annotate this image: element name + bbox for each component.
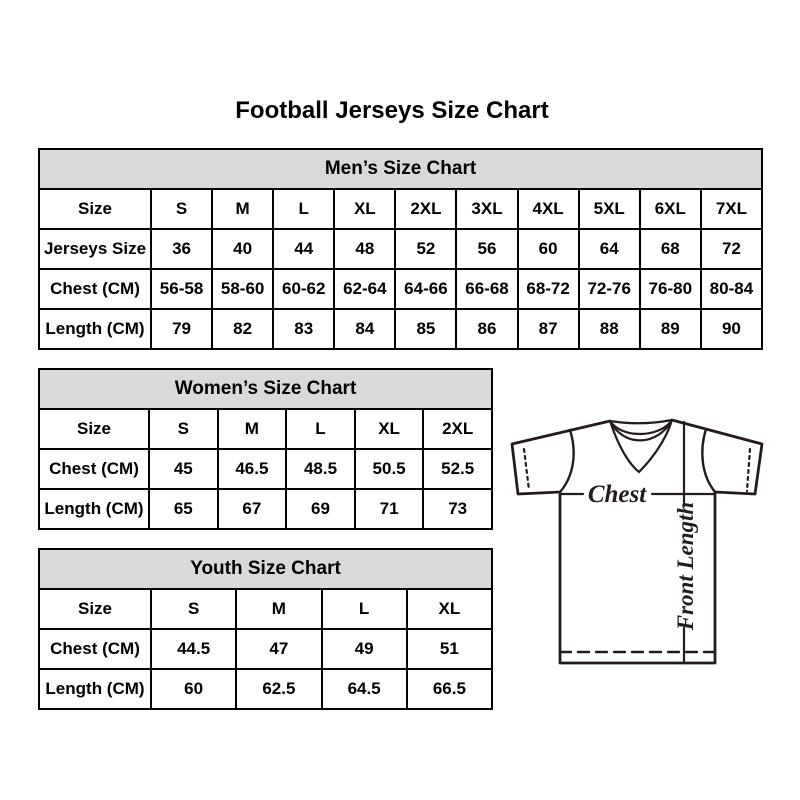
table-cell: XL: [355, 409, 424, 449]
table-cell: 64.5: [322, 669, 407, 709]
table-cell: 64-66: [395, 269, 456, 309]
table-cell: 85: [395, 309, 456, 349]
table-cell: S: [149, 409, 218, 449]
table-cell: 82: [212, 309, 273, 349]
table-cell: 44: [273, 229, 334, 269]
table-cell: 87: [518, 309, 579, 349]
table-header-row: [39, 149, 762, 189]
right-armhole-seam: [702, 429, 715, 492]
table-cell: 62-64: [334, 269, 395, 309]
table-cell: 48.5: [286, 449, 355, 489]
table-row: [39, 189, 762, 229]
table-cell: 50.5: [355, 449, 424, 489]
table-cell: XL: [407, 589, 492, 629]
right-cuff-dotted-line: [747, 449, 750, 491]
table-cell: 72: [701, 229, 762, 269]
table-header-row: [39, 369, 492, 409]
table-cell: 73: [423, 489, 492, 529]
table-cell: 68: [640, 229, 701, 269]
table-cell: 66.5: [407, 669, 492, 709]
jersey-measurement-diagram: [500, 402, 780, 678]
table-cell: S: [151, 189, 212, 229]
table-cell: 2XL: [423, 409, 492, 449]
table-cell: 79: [151, 309, 212, 349]
table-cell: 89: [640, 309, 701, 349]
table-cell: 58-60: [212, 269, 273, 309]
womens-table-header: Women’s Size Chart: [39, 369, 492, 409]
table-cell: 7XL: [701, 189, 762, 229]
table-cell: M: [212, 189, 273, 229]
table-cell: 3XL: [456, 189, 517, 229]
table-cell: 36: [151, 229, 212, 269]
table-cell: 49: [322, 629, 407, 669]
table-cell: 52.5: [423, 449, 492, 489]
table-row: [39, 489, 492, 529]
table-row: [39, 229, 762, 269]
table-row: [39, 269, 762, 309]
table-cell: 47: [236, 629, 321, 669]
page-title: Football Jerseys Size Chart: [235, 97, 549, 124]
table-cell: 80-84: [701, 269, 762, 309]
table-cell: 66-68: [456, 269, 517, 309]
jersey-outline: [512, 420, 762, 663]
table-cell: S: [151, 589, 236, 629]
mens-table-header: Men’s Size Chart: [39, 149, 762, 189]
chest-label: Chest: [587, 481, 647, 508]
row-label: Length (CM): [39, 669, 151, 709]
table-cell: L: [273, 189, 334, 229]
front-length-label: Front Length: [673, 501, 698, 631]
table-cell: 60: [151, 669, 236, 709]
table-cell: 4XL: [518, 189, 579, 229]
table-cell: 60-62: [273, 269, 334, 309]
left-cuff-dotted-line: [524, 449, 529, 490]
table-cell: 86: [456, 309, 517, 349]
row-label: Size: [39, 189, 151, 229]
table-cell: M: [236, 589, 321, 629]
table-cell: M: [218, 409, 287, 449]
table-cell: 52: [395, 229, 456, 269]
table-cell: 83: [273, 309, 334, 349]
table-header-row: [39, 549, 492, 589]
youth-size-table: [38, 548, 493, 710]
table-row: [39, 409, 492, 449]
table-cell: 5XL: [579, 189, 640, 229]
table-cell: 45: [149, 449, 218, 489]
table-cell: XL: [334, 189, 395, 229]
table-row: [39, 309, 762, 349]
table-cell: 46.5: [218, 449, 287, 489]
table-row: [39, 629, 492, 669]
table-cell: 72-76: [579, 269, 640, 309]
table-cell: L: [322, 589, 407, 629]
row-label: Chest (CM): [39, 269, 151, 309]
table-cell: 67: [218, 489, 287, 529]
row-label: Jerseys Size: [39, 229, 151, 269]
table-row: [39, 589, 492, 629]
row-label: Chest (CM): [39, 629, 151, 669]
row-label: Length (CM): [39, 309, 151, 349]
table-cell: 76-80: [640, 269, 701, 309]
table-cell: 62.5: [236, 669, 321, 709]
row-label: Length (CM): [39, 489, 149, 529]
table-cell: 90: [701, 309, 762, 349]
table-cell: 40: [212, 229, 273, 269]
table-cell: 48: [334, 229, 395, 269]
jersey-collar: [610, 420, 672, 472]
table-cell: 65: [149, 489, 218, 529]
left-armhole-seam: [560, 430, 574, 492]
table-cell: 68-72: [518, 269, 579, 309]
table-cell: 6XL: [640, 189, 701, 229]
table-cell: 51: [407, 629, 492, 669]
youth-table-header: Youth Size Chart: [39, 549, 492, 589]
table-cell: 44.5: [151, 629, 236, 669]
womens-size-table: [38, 368, 493, 530]
table-cell: 56-58: [151, 269, 212, 309]
table-cell: 88: [579, 309, 640, 349]
table-row: [39, 669, 492, 709]
table-cell: 64: [579, 229, 640, 269]
table-cell: 56: [456, 229, 517, 269]
table-cell: 69: [286, 489, 355, 529]
table-cell: 84: [334, 309, 395, 349]
table-cell: 60: [518, 229, 579, 269]
row-label: Chest (CM): [39, 449, 149, 489]
mens-size-table: [38, 148, 763, 350]
table-row: [39, 449, 492, 489]
table-cell: 71: [355, 489, 424, 529]
table-cell: 2XL: [395, 189, 456, 229]
row-label: Size: [39, 409, 149, 449]
row-label: Size: [39, 589, 151, 629]
table-cell: L: [286, 409, 355, 449]
